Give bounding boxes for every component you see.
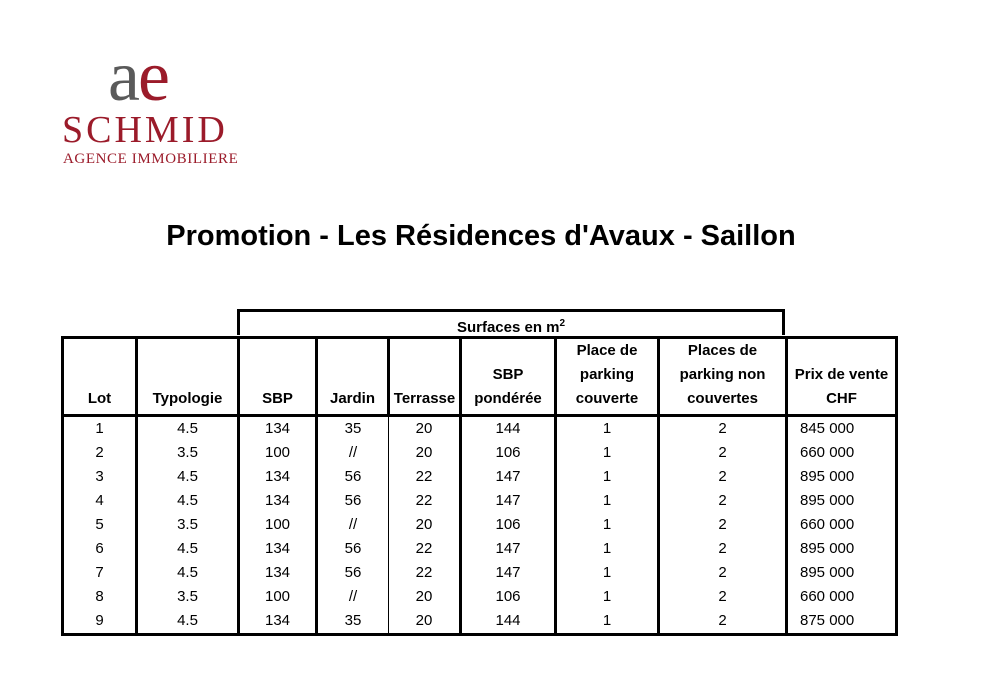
cell-sbp-ponderee: 106 xyxy=(461,585,556,609)
page-title: Promotion - Les Résidences d'Avaux - Saillon xyxy=(166,220,796,252)
table-row xyxy=(63,416,897,442)
cell-place-couverte: 1 xyxy=(556,465,659,489)
cell-prix: 895 000 xyxy=(787,561,897,585)
cell-sbp-ponderee: 144 xyxy=(461,416,556,442)
cell-places-non-couvertes: 2 xyxy=(659,537,787,561)
cell-typologie: 4.5 xyxy=(137,489,239,513)
table-row xyxy=(63,513,897,537)
header-sbp-ponderee: SBP pondérée xyxy=(461,338,556,416)
cell-lot: 6 xyxy=(95,540,104,557)
cell-sbp-ponderee: 147 xyxy=(461,465,556,489)
cell-sbp-ponderee: 106 xyxy=(461,441,556,465)
cell-place-couverte: 1 xyxy=(556,585,659,609)
cell-terrasse: 22 xyxy=(389,561,461,585)
lots-table xyxy=(61,336,898,636)
cell-typologie: 4.5 xyxy=(137,416,239,442)
header-jardin: Jardin xyxy=(317,338,389,416)
cell-typologie: 4.5 xyxy=(137,537,239,561)
cell-terrasse: 20 xyxy=(389,585,461,609)
logo-name: SCHMID xyxy=(62,109,228,151)
cell-terrasse: 22 xyxy=(389,537,461,561)
cell-place-couverte: 1 xyxy=(556,489,659,513)
cell-terrasse: 22 xyxy=(389,489,461,513)
cell-prix: 895 000 xyxy=(787,489,897,513)
cell-prix: 845 000 xyxy=(787,416,897,442)
cell-places-non-couvertes: 2 xyxy=(659,513,787,537)
cell-jardin: // xyxy=(317,513,389,537)
table-row xyxy=(63,585,897,609)
cell-lot: 3 xyxy=(95,468,104,485)
cell-sbp: 134 xyxy=(239,465,317,489)
header-places-parking-non-couvertes: Places de parking non couvertes xyxy=(659,338,787,416)
cell-jardin: 56 xyxy=(317,537,389,561)
cell-jardin: 56 xyxy=(317,489,389,513)
surfaces-group-header xyxy=(237,309,785,335)
cell-jardin: // xyxy=(317,585,389,609)
cell-places-non-couvertes: 2 xyxy=(659,416,787,442)
cell-place-couverte: 1 xyxy=(556,441,659,465)
cell-typologie: 3.5 xyxy=(137,585,239,609)
cell-sbp: 134 xyxy=(239,561,317,585)
surfaces-group-label: Surfaces en m xyxy=(456,319,560,336)
cell-places-non-couvertes: 2 xyxy=(659,585,787,609)
cell-place-couverte: 1 xyxy=(556,537,659,561)
cell-terrasse: 20 xyxy=(389,609,461,635)
cell-places-non-couvertes: 2 xyxy=(659,441,787,465)
cell-typologie: 4.5 xyxy=(137,609,239,635)
header-typologie: Typologie xyxy=(137,338,239,416)
table-row xyxy=(63,561,897,585)
cell-typologie: 3.5 xyxy=(137,441,239,465)
cell-lot: 7 xyxy=(95,564,104,581)
cell-sbp: 100 xyxy=(239,441,317,465)
cell-lot: 1 xyxy=(95,420,104,437)
header-place-parking-couverte: Place de parking couverte xyxy=(556,338,659,416)
cell-sbp-ponderee: 147 xyxy=(461,537,556,561)
table-row xyxy=(63,537,897,561)
surfaces-unit-exponent: 2 xyxy=(559,318,566,329)
header-prix-de-vente: Prix de vente CHF xyxy=(787,338,897,416)
cell-lot: 5 xyxy=(95,516,104,533)
cell-lot: 8 xyxy=(95,588,104,605)
cell-jardin: 56 xyxy=(317,561,389,585)
header-terrasse: Terrasse xyxy=(389,338,461,416)
cell-place-couverte: 1 xyxy=(556,416,659,442)
cell-places-non-couvertes: 2 xyxy=(659,561,787,585)
cell-lot: 2 xyxy=(95,444,104,461)
cell-sbp: 100 xyxy=(239,585,317,609)
cell-terrasse: 20 xyxy=(389,441,461,465)
header-sbp: SBP xyxy=(239,338,317,416)
logo-monogram: ae xyxy=(108,36,168,116)
cell-places-non-couvertes: 2 xyxy=(659,465,787,489)
cell-terrasse: 20 xyxy=(389,416,461,442)
cell-typologie: 3.5 xyxy=(137,513,239,537)
cell-prix: 895 000 xyxy=(787,465,897,489)
table-header-row xyxy=(63,338,897,416)
cell-terrasse: 20 xyxy=(389,513,461,537)
cell-prix: 660 000 xyxy=(787,585,897,609)
cell-sbp-ponderee: 144 xyxy=(461,609,556,635)
cell-terrasse: 22 xyxy=(389,465,461,489)
cell-sbp: 134 xyxy=(239,537,317,561)
cell-sbp: 100 xyxy=(239,513,317,537)
cell-place-couverte: 1 xyxy=(556,561,659,585)
cell-prix: 875 000 xyxy=(787,609,897,635)
table-row xyxy=(63,465,897,489)
cell-sbp-ponderee: 147 xyxy=(461,489,556,513)
cell-places-non-couvertes: 2 xyxy=(659,489,787,513)
cell-jardin: 56 xyxy=(317,465,389,489)
cell-lot: 9 xyxy=(95,612,104,629)
cell-prix: 660 000 xyxy=(787,441,897,465)
cell-jardin: 35 xyxy=(317,609,389,635)
table-row xyxy=(63,489,897,513)
cell-prix: 660 000 xyxy=(787,513,897,537)
cell-lot: 4 xyxy=(95,492,104,509)
cell-sbp-ponderee: 147 xyxy=(461,561,556,585)
cell-jardin: 35 xyxy=(317,416,389,442)
cell-sbp-ponderee: 106 xyxy=(461,513,556,537)
cell-place-couverte: 1 xyxy=(556,513,659,537)
cell-typologie: 4.5 xyxy=(137,465,239,489)
cell-jardin: // xyxy=(317,441,389,465)
table-row xyxy=(63,609,897,635)
table-row xyxy=(63,441,897,465)
cell-typologie: 4.5 xyxy=(137,561,239,585)
header-lot: Lot xyxy=(63,338,137,416)
cell-sbp: 134 xyxy=(239,609,317,635)
cell-place-couverte: 1 xyxy=(556,609,659,635)
cell-sbp: 134 xyxy=(239,489,317,513)
cell-places-non-couvertes: 2 xyxy=(659,609,787,635)
cell-prix: 895 000 xyxy=(787,537,897,561)
cell-sbp: 134 xyxy=(239,416,317,442)
logo-subtitle: AGENCE IMMOBILIERE xyxy=(63,151,239,167)
